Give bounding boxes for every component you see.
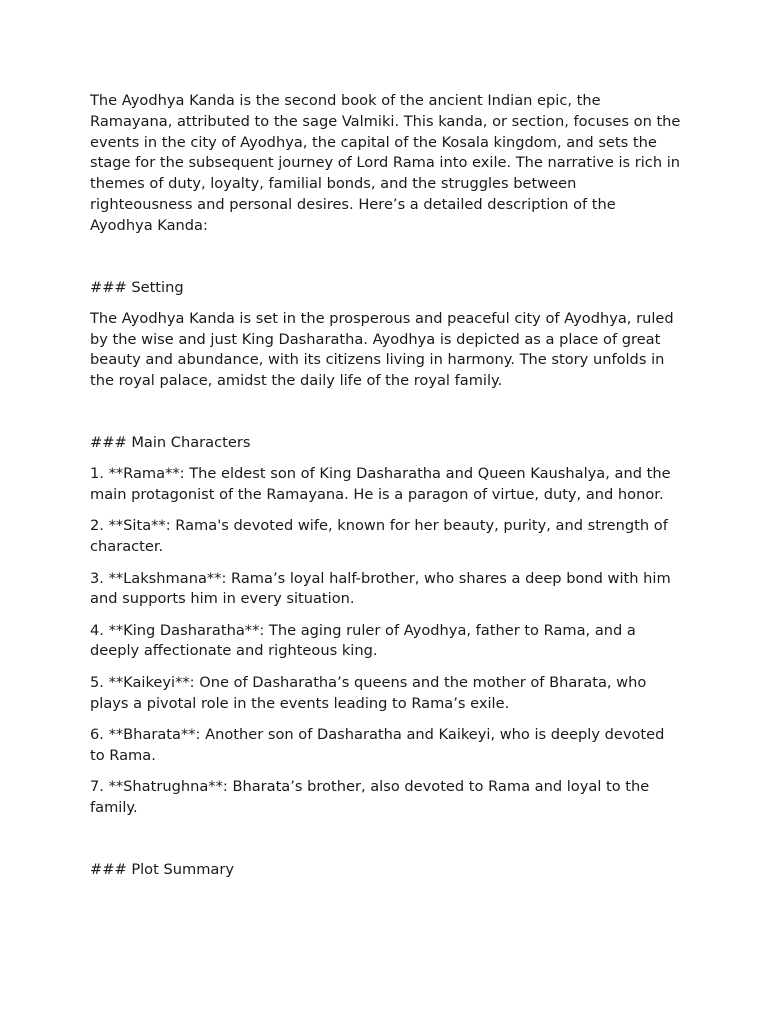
plot-summary-heading: ### Plot Summary bbox=[90, 860, 234, 878]
characters-list bbox=[90, 464, 682, 818]
setting-heading: ### Setting bbox=[90, 278, 184, 296]
list-item: 2. **Sita**: Rama's devoted wife, known for her beauty, purity, and strength of character. bbox=[90, 517, 668, 556]
list-item: 1. **Rama**: The eldest son of King Dasharatha and Queen Kaushalya, and the main protagonist of the Ramayana. He is a paragon of virtue, duty, and honor. bbox=[90, 465, 671, 504]
intro-paragraph: The Ayodhya Kanda is the second book of the ancient Indian epic, the Ramayana, attributed to the sage Valmiki. This kanda, or section, focuses on the events in the city of Ayodhya, the capital of the Kosala kingdom, and sets the stage for the subsequent journey of Lord Rama into exile. The narrative is rich in themes of duty, loyalty, familial bonds, and the struggles between righteousness and personal desires. Here’s a detailed description of the Ayodhya Kanda: bbox=[90, 92, 681, 234]
document-page bbox=[90, 91, 682, 891]
main-characters-heading: ### Main Characters bbox=[90, 434, 251, 452]
setting-paragraph: The Ayodhya Kanda is set in the prosperous and peaceful city of Ayodhya, ruled by the wise and just King Dasharatha. Ayodhya is depicted as a place of great beauty and abundance, with its citizens living in harmony. The story unfolds in the royal palace, amidst the daily life of the royal family. bbox=[90, 309, 674, 390]
list-item: 3. **Lakshmana**: Rama’s loyal half-brother, who shares a deep bond with him and supports him in every situation. bbox=[90, 569, 671, 608]
list-item: 5. **Kaikeyi**: One of Dasharatha’s queens and the mother of Bharata, who plays a pivotal role in the events leading to Rama’s exile. bbox=[90, 673, 647, 712]
list-item: 7. **Shatrughna**: Bharata’s brother, also devoted to Rama and loyal to the family. bbox=[90, 777, 650, 816]
list-item: 6. **Bharata**: Another son of Dasharatha and Kaikeyi, who is deeply devoted to Rama. bbox=[90, 725, 665, 764]
list-item: 4. **King Dasharatha**: The aging ruler of Ayodhya, father to Rama, and a deeply affectionate and righteous king. bbox=[90, 621, 636, 660]
